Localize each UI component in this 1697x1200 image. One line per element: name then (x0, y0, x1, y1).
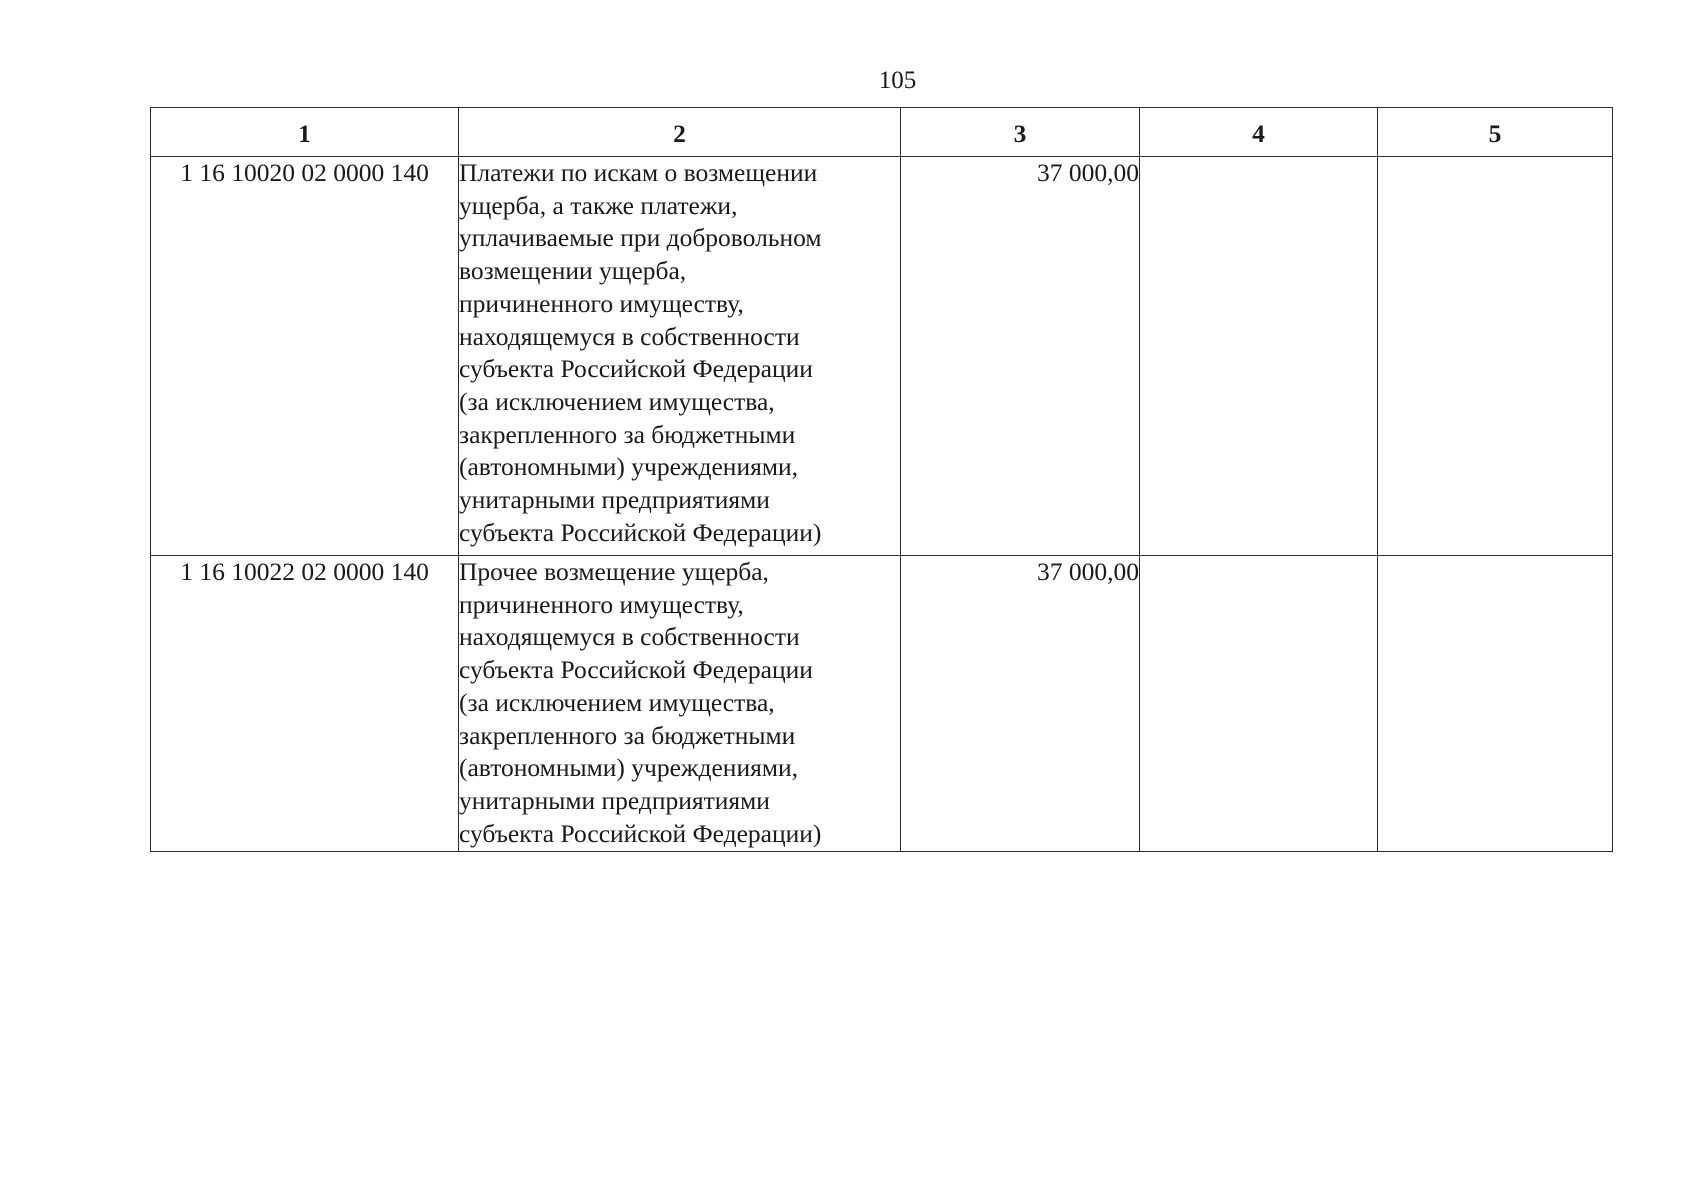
description-line: (автономными) учреждениями, (459, 452, 798, 482)
row-col4 (1140, 157, 1378, 556)
description-line: причиненного имуществу, (459, 288, 744, 318)
description-line: Платежи по искам о возмещении (459, 158, 818, 187)
description-line: Прочее возмещение ущерба, (459, 557, 769, 586)
table-row (151, 556, 1613, 852)
column-header-3: 3 (901, 108, 1140, 157)
table-header-row (151, 108, 1613, 157)
column-header-2: 2 (459, 108, 901, 157)
description-line: уплачиваемые при добровольном (459, 223, 822, 253)
description-line: субъекта Российской Федерации) (459, 517, 822, 547)
description-line: причиненного имуществу, (459, 589, 744, 619)
description-line: унитарными предприятиями (459, 785, 770, 815)
description-line: находящемуся в собственности (459, 321, 800, 351)
row-col5 (1378, 157, 1613, 556)
row-code: 1 16 10020 02 0000 140 (151, 157, 459, 556)
row-amount: 37 000,00 (901, 157, 1140, 556)
row-col4 (1140, 556, 1378, 852)
table-row (151, 157, 1613, 556)
description-line: находящемуся в собственности (459, 622, 800, 652)
description-line: закрепленного за бюджетными (459, 720, 796, 750)
column-header-4: 4 (1140, 108, 1378, 157)
row-description (459, 157, 901, 556)
row-amount: 37 000,00 (901, 556, 1140, 852)
column-header-1: 1 (151, 108, 459, 157)
column-header-5: 5 (1378, 108, 1613, 157)
row-col5 (1378, 556, 1613, 852)
row-code: 1 16 10022 02 0000 140 (151, 556, 459, 852)
row-description (459, 556, 901, 852)
description-line: возмещении ущерба, (459, 256, 687, 286)
page-number: 105 (878, 67, 917, 94)
description-line: ущерба, а также платежи, (459, 190, 738, 220)
description-line: субъекта Российской Федерации (459, 655, 813, 685)
description-line: субъекта Российской Федерации) (459, 818, 822, 848)
description-line: (за исключением имущества, (459, 386, 775, 416)
revenue-table (150, 107, 1613, 852)
description-line: (за исключением имущества, (459, 687, 775, 717)
description-line: субъекта Российской Федерации (459, 354, 813, 384)
description-line: закрепленного за бюджетными (459, 419, 796, 449)
description-line: унитарными предприятиями (459, 485, 770, 515)
description-line: (автономными) учреждениями, (459, 753, 798, 783)
